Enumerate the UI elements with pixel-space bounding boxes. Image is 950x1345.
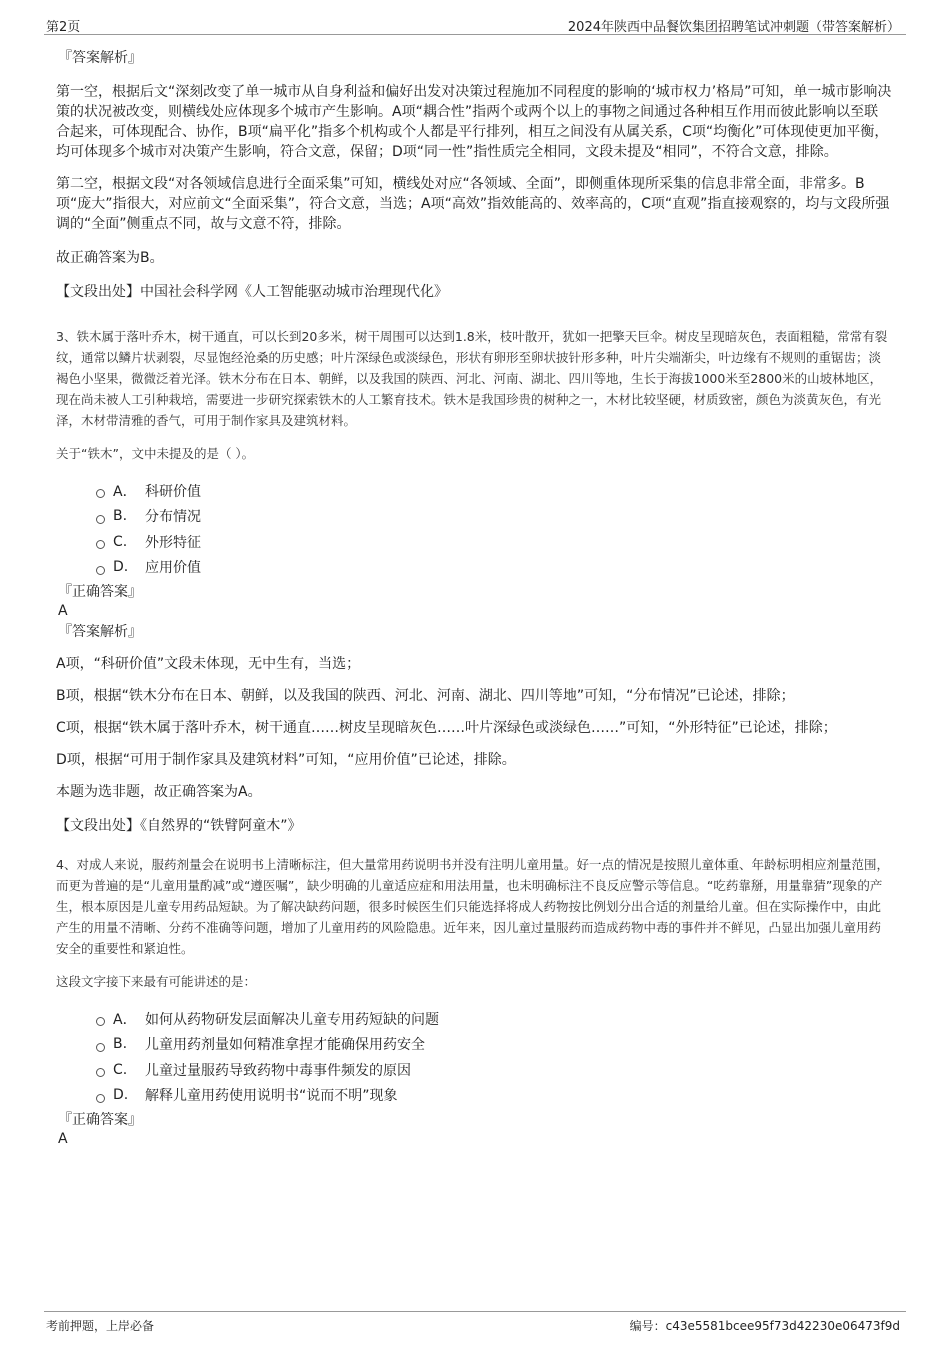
radio-icon[interactable] (96, 1043, 105, 1052)
q4-correct-answer: A (58, 1131, 68, 1147)
footer-slogan: 考前押题，上岸必备 (46, 1319, 155, 1333)
radio-icon[interactable] (96, 1094, 105, 1103)
radio-icon[interactable] (96, 515, 105, 524)
question-4 (56, 854, 892, 1148)
q4-correct-label: 『正确答案』 (58, 1112, 142, 1128)
q3-options (96, 478, 892, 580)
document-body (56, 44, 892, 1148)
q4-option-c[interactable]: C. 儿童过量服药导致药物中毒事件频发的原因 (96, 1057, 892, 1083)
q3-correct-label: 『正确答案』 (58, 584, 142, 600)
q2-conclusion: 故正确答案为B。 (56, 250, 164, 266)
q3-stem: 3、铁木属于落叶乔木，树干通直，可以长到20多米，树干周围可以达到1.8米，枝叶散开，犹如一把擎天巨伞。树皮呈现暗灰色，表面粗糙，常常有裂纹，通常以鳞片状剥裂，尽显饱经沧桑的历史感；叶片深绿色或淡绿色，形状有卵形至卵状披针形多种，叶片尖端渐尖，叶边缘有不规则的重锯齿；淡褐色小坚果，微微泛着光泽。铁木分布在日本、朝鲜，以及我国的陕西、河北、河南、湖北、四川等地，生长于海拔1000米至2800米的山坡林地区，现在尚未被人工引种栽培，需要进一步研究探索铁木的人工繁育技术。铁木是我国珍贵的树种之一，木材比较坚硬，材质致密，颜色为淡黄灰色，有光泽，木材带清雅的香气，可用于制作家具及建筑材料。 (56, 329, 888, 428)
q3-option-d[interactable]: D. 应用价值 (96, 555, 892, 581)
q3-option-a[interactable]: A． 科研价值 (96, 478, 892, 504)
q4-stem: 4、对成人来说，服药剂量会在说明书上清晰标注，但大量常用药说明书并没有注明儿童用量。好一点的情况是按照儿童体重、年龄标明相应剂量范围，而更为普遍的是“儿童用量酌减”或“遵医嘱”，缺少明确的儿童适应症和用法用量，也未明确标注不良反应警示等信息。“吃药靠掰，用量靠猜”现象的产生，根本原因是儿童专用药品短缺。为了解决缺药问题，很多时候医生们只能选择将成人药物按比例划分出合适的剂量给儿童。但在实际操作中，由此产生的用量不清晰、分药不准确等问题，增加了儿童用药的风险隐患。近年来，因儿童过量服药而造成药物中毒的事件并不鲜见，凸显出加强儿童用药安全的重要性和紧迫性。 (56, 857, 889, 956)
q3-question: 关于“铁木”，文中未提及的是（ ）。 (56, 446, 255, 461)
q2-analysis-paragraph-1: 第一空，根据后文“深刻改变了单一城市从自身利益和偏好出发对决策过程施加不同程度的影响的‘城市权力’格局”可知，单一城市影响决策的状况被改变，则横线处应体现多个城市产生影响。A项“耦合性”指两个或两个以上的事物之间通过各种相互作用而彼此影响以至联合起来，可体现配合、协作，B项“扁平化”指多个机构或个人都是平行排列，相互之间没有从属关系，C项“均衡化”可体现使更加平衡，均可体现多个城市对决策产生影响，符合文意，保留；D项“同一性”指性质完全相同，文段未提及“相同”，不符合文意，排除。 (56, 84, 892, 160)
q3-conclusion: 本题为选非题，故正确答案为A。 (56, 784, 262, 800)
page-number: 第2页 (46, 20, 81, 35)
q4-option-b[interactable]: B. 儿童用药剂量如何精准拿捏才能确保用药安全 (96, 1032, 892, 1058)
document-code: 编号：c43e5581bcee95f73d42230e06473f9d (629, 1319, 900, 1333)
q3-analysis-d: D项，根据“可用于制作家具及建筑材料”可知，“应用价值”已论述，排除。 (56, 752, 516, 768)
q3-analysis-c: C项，根据“铁木属于落叶乔木，树干通直……树皮呈现暗灰色……叶片深绿色或淡绿色……”可知，“外形特征”已论述，排除； (56, 720, 837, 736)
radio-icon[interactable] (96, 566, 105, 575)
radio-icon[interactable] (96, 1068, 105, 1077)
q2-analysis-label: 『答案解析』 (58, 50, 142, 66)
radio-icon[interactable] (96, 1017, 105, 1026)
q4-option-d[interactable]: D. 解释儿童用药使用说明书“说而不明”现象 (96, 1083, 892, 1109)
radio-icon[interactable] (96, 540, 105, 549)
page-header (44, 12, 906, 35)
q4-options (96, 1006, 892, 1108)
q2-analysis-paragraph-2: 第二空，根据文段“对各领域信息进行全面采集”可知，横线处对应“各领域、全面”，即侧重体现所采集的信息非常全面，非常多。B项“庞大”指很大，对应前文“全面采集”，符合文意，当选；A项“高效”指效能高的、效率高的，C项“直观”指直接观察的，均与文段所强调的“全面”侧重点不同，故与文意不符，排除。 (56, 176, 890, 232)
question-3 (56, 326, 892, 836)
q3-source: 【文段出处】《自然界的“铁臂阿童木”》 (56, 818, 302, 834)
q3-analysis-b: B项，根据“铁木分布在日本、朝鲜，以及我国的陕西、河北、河南、湖北、四川等地”可知，“分布情况”已论述，排除； (56, 688, 795, 704)
q3-analysis-a: A项，“科研价值”文段未体现，无中生有，当选； (56, 656, 361, 672)
q3-option-c[interactable]: C. 外形特征 (96, 529, 892, 555)
q3-option-b[interactable]: B. 分布情况 (96, 504, 892, 530)
q3-correct-answer: A (58, 603, 68, 619)
document-title: 2024年陕西中品餐饮集团招聘笔试冲刺题（带答案解析） (567, 20, 900, 35)
radio-icon[interactable] (96, 489, 105, 498)
q3-analysis-label: 『答案解析』 (58, 624, 142, 640)
q2-source: 【文段出处】中国社会科学网《人工智能驱动城市治理现代化》 (56, 284, 448, 300)
q4-question: 这段文字接下来最有可能讲述的是： (56, 974, 257, 989)
page-footer (44, 1311, 906, 1334)
q4-option-a[interactable]: A． 如何从药物研发层面解决儿童专用药短缺的问题 (96, 1006, 892, 1032)
